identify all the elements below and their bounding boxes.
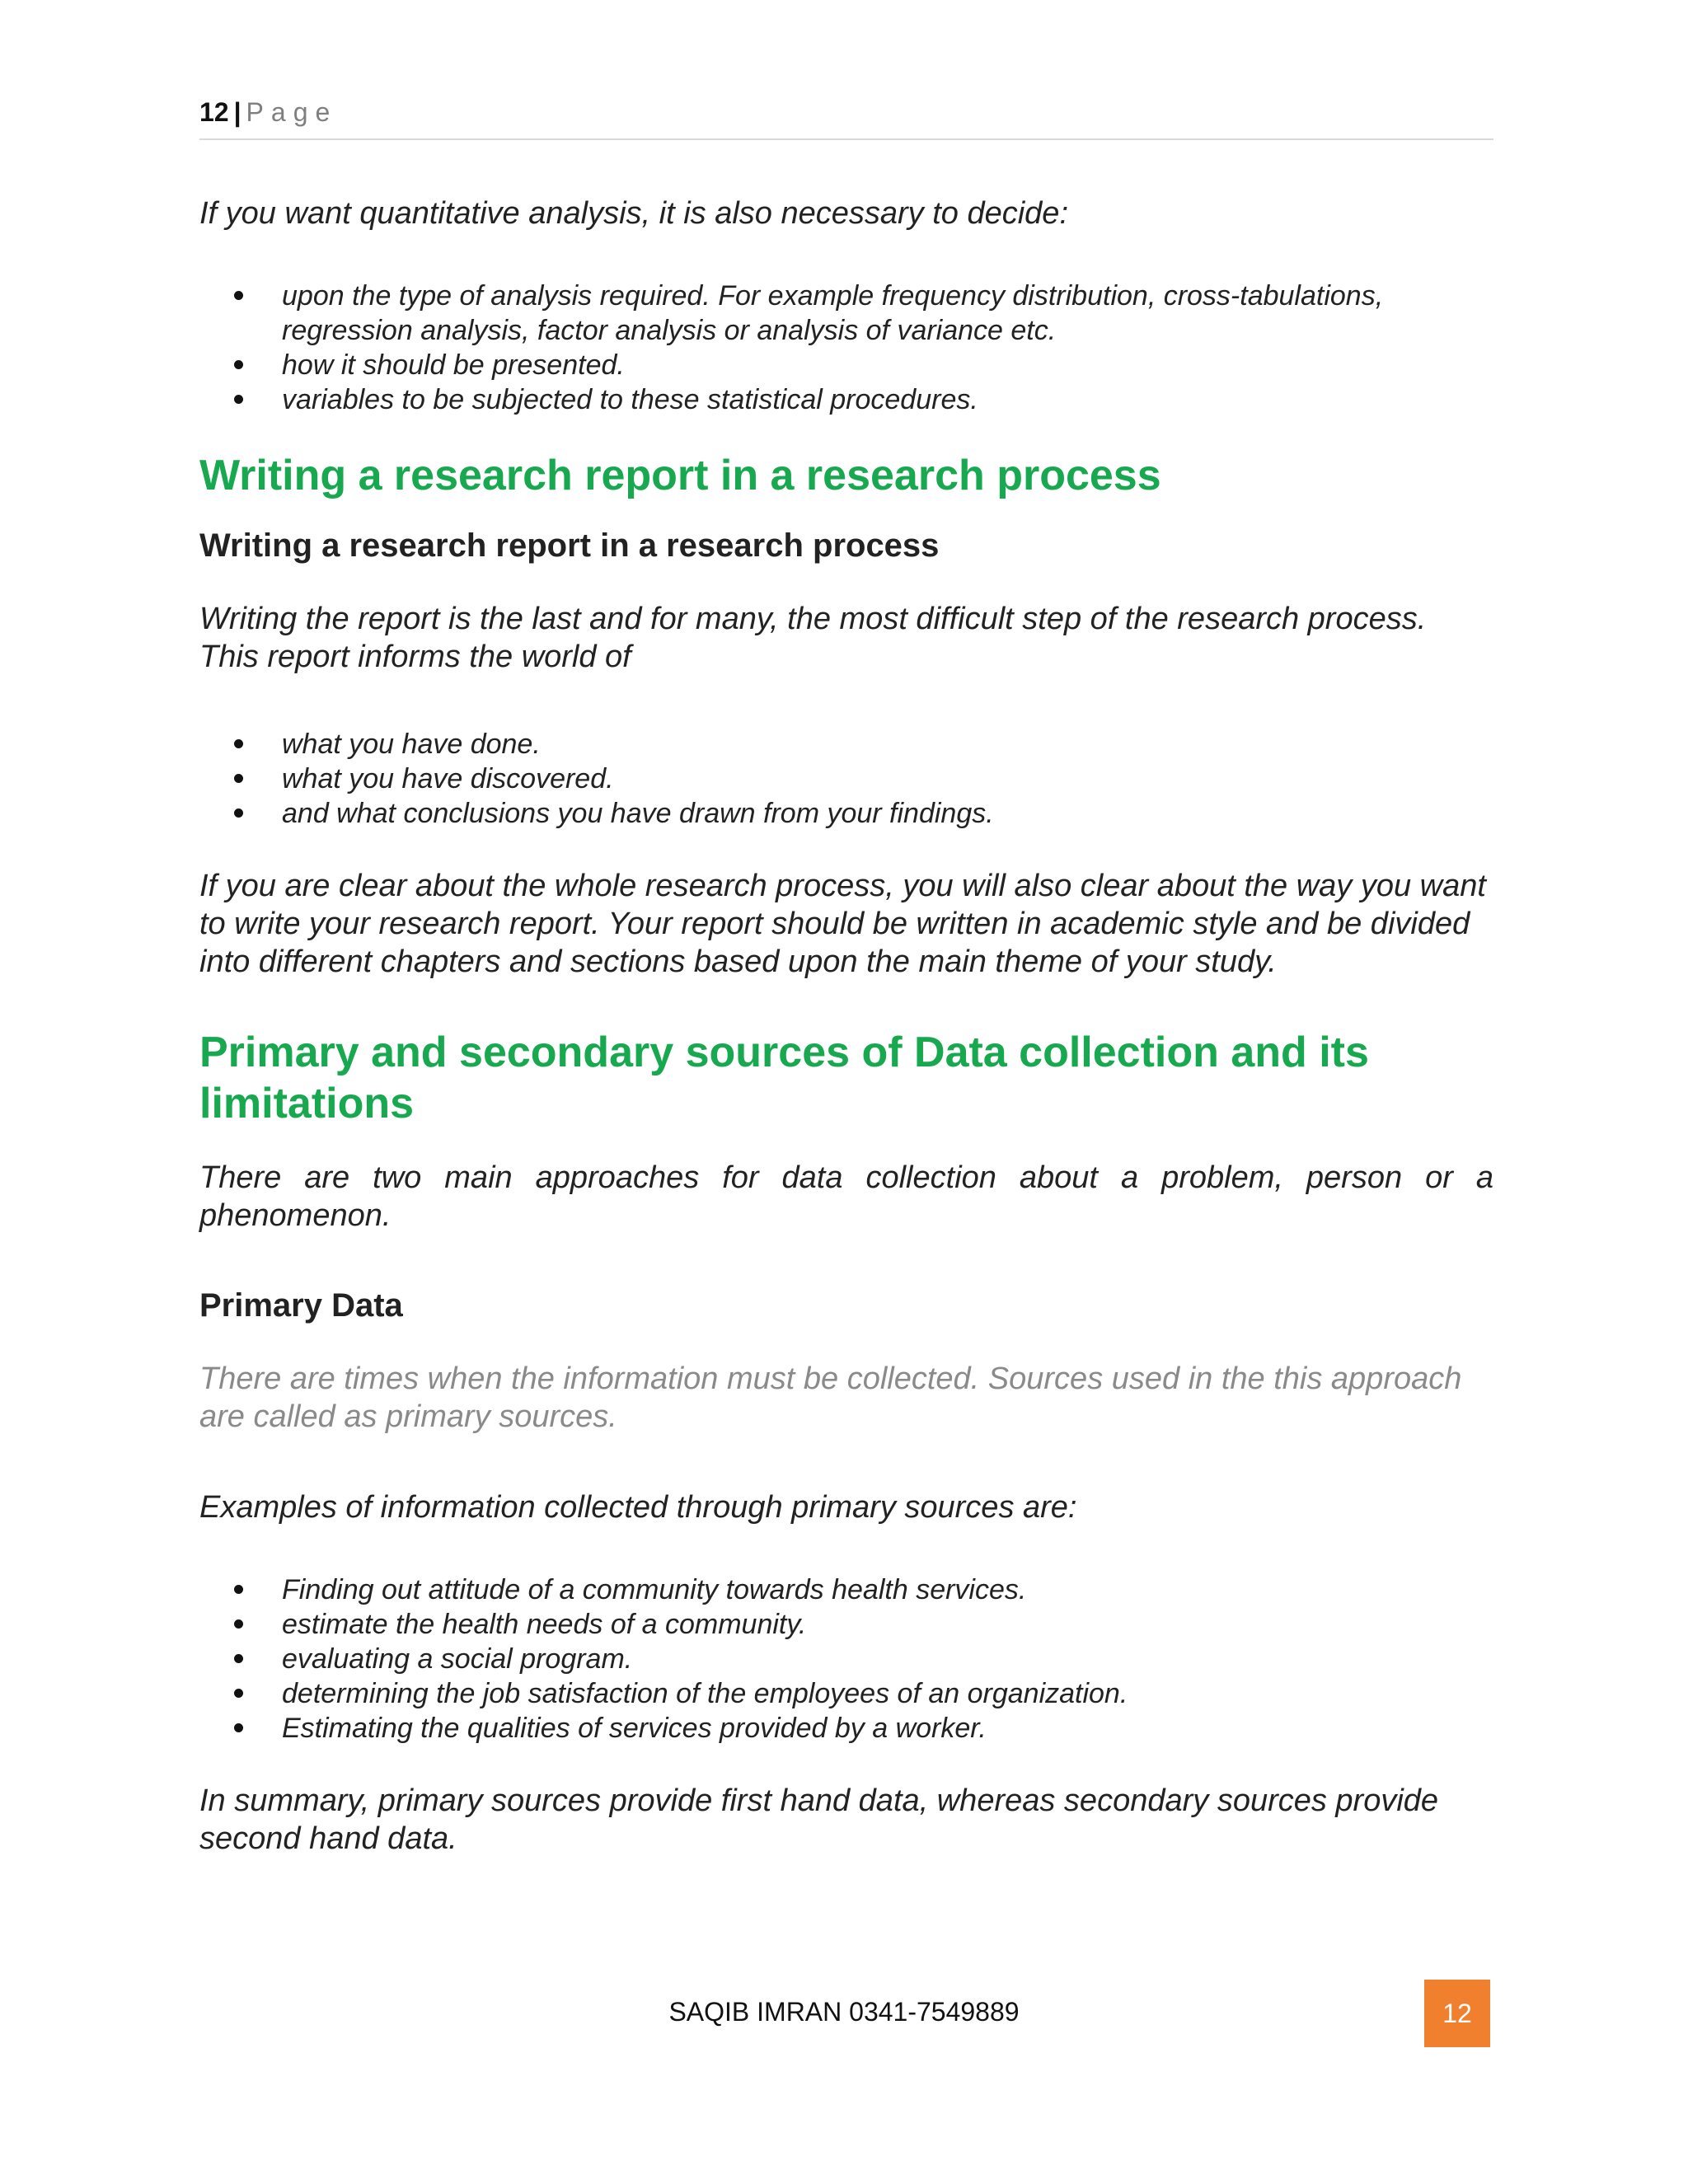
list-item: evaluating a social program. [199,1642,1493,1676]
bullet-icon [234,360,243,369]
header-page-number: 12 [199,97,229,127]
footer-author: SAQIB IMRAN 0341-7549889 [668,1997,1020,2027]
bullet-icon [234,1723,243,1732]
bullet-icon [234,291,243,300]
header-page-label: Page [246,97,338,127]
intro-paragraph: If you want quantitative analysis, it is also necessary to decide: [199,196,1068,231]
list-item: Finding out attitude of a community towards health services. [199,1572,1493,1607]
list-item: Estimating the qualities of services provided by a worker. [199,1711,1493,1746]
list-item: how it should be presented. [199,348,1493,382]
approaches-paragraph: There are two main approaches for data collection about a problem, person or a phenomenon. [199,1160,1493,1233]
bullet-icon [234,395,243,404]
list-item: what you have done. [199,727,1493,762]
bullet-icon [234,1585,243,1594]
bullet-icon [234,1689,243,1698]
list-item: variables to be subjected to these statistical procedures. [199,382,1493,417]
bullet-icon [234,808,243,818]
header-separator: | [233,97,241,127]
subheading-report: Writing a research report in a research process [199,527,940,564]
document-body [199,194,1493,1858]
bullet-icon [234,1654,243,1663]
analysis-list [199,279,1493,417]
list-item: determining the job satisfaction of the employees of an organization. [199,1676,1493,1711]
list-item: and what conclusions you have drawn from your findings. [199,796,1493,831]
report-paragraph: Writing the report is the last and for many, the most difficult step of the research process. This report informs the world of [199,602,1427,674]
bullet-icon [234,739,243,748]
page-number-badge: 12 [1424,1980,1490,2047]
section-heading-sources: Primary and secondary sources of Data collection and its limitations [199,1029,1369,1127]
summary-paragraph: In summary, primary sources provide first hand data, whereas secondary sources provide second hand data. [199,1783,1439,1856]
page-header [199,97,1493,140]
list-item: what you have discovered. [199,762,1493,796]
list-item: upon the type of analysis required. For example frequency distribution, cross-tabulations, regression analysis, factor analysis or analysis of variance etc. [199,279,1493,348]
examples-intro: Examples of information collected through primary sources are: [199,1490,1077,1525]
subheading-primary-data: Primary Data [199,1287,403,1324]
examples-list [199,1572,1493,1746]
report-closing-paragraph: If you are clear about the whole research process, you will also clear about the way you want to write your research report. Your report should be written in academic style and be divided into different chapters and sections based upon the main theme of your study. [199,869,1486,979]
primary-data-paragraph: There are times when the information must be collected. Sources used in the this approach are called as primary sources. [199,1361,1462,1434]
list-item: estimate the health needs of a community. [199,1607,1493,1642]
section-heading-report: Writing a research report in a research process [199,452,1161,499]
bullet-icon [234,774,243,783]
report-list [199,727,1493,831]
bullet-icon [234,1619,243,1629]
